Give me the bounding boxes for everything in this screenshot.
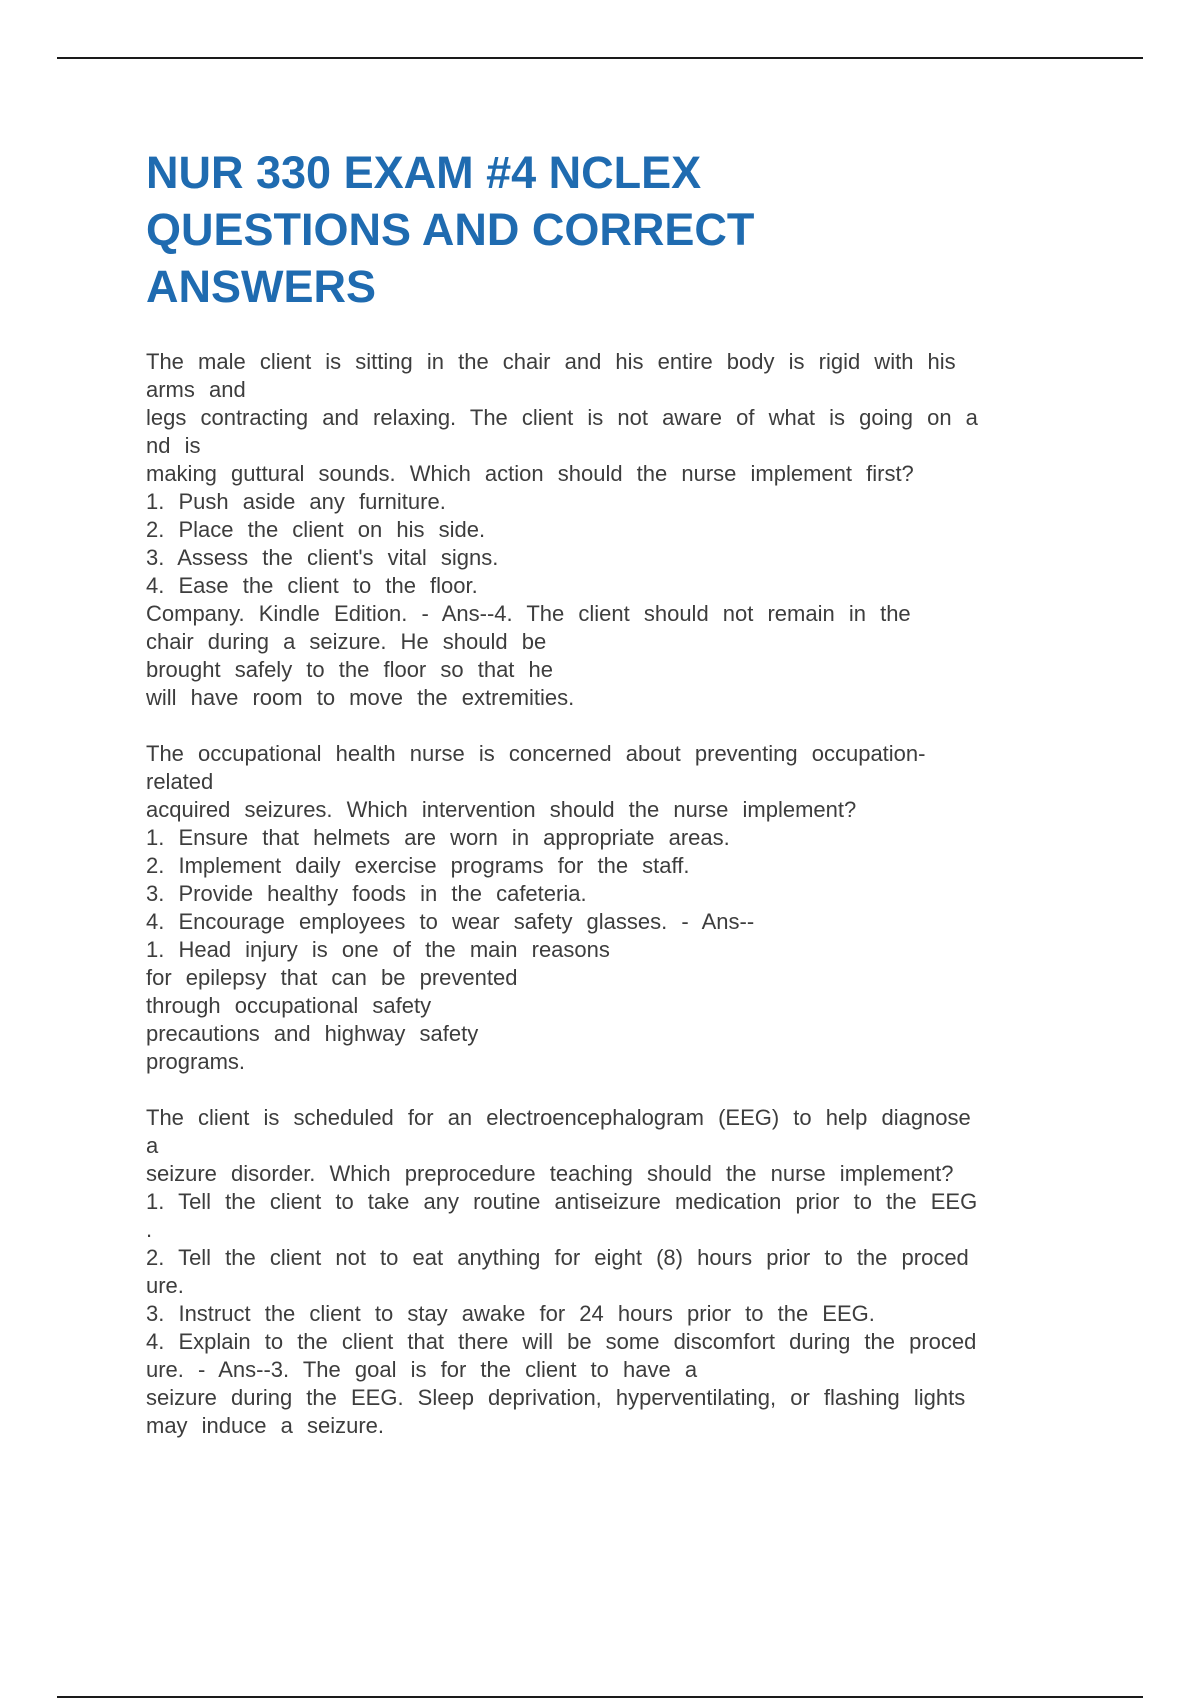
block-spacer xyxy=(146,1076,1086,1104)
answer-rationale: Company. Kindle Edition. - Ans--4. The client should not remain in the xyxy=(146,601,911,626)
text-line: acquired seizures. Which intervention should the nurse implement? xyxy=(146,797,857,822)
answer-option: 2. Implement daily exercise programs for the staff. xyxy=(146,853,690,878)
answer-option: 2. Tell the client not to eat anything for eight (8) hours prior to the proced xyxy=(146,1245,969,1270)
answer-option: 3. Provide healthy foods in the cafeteria. xyxy=(146,881,587,906)
answer-rationale: 1. Head injury is one of the main reasons xyxy=(146,937,610,962)
text-line: related xyxy=(146,769,214,794)
answer-rationale: ure. - Ans--3. The goal is for the client to have a xyxy=(146,1357,698,1382)
top-rule xyxy=(57,57,1143,59)
answer-option: . xyxy=(146,1217,153,1242)
title-line: NUR 330 EXAM #4 NCLEX xyxy=(146,147,702,198)
text-line: The client is scheduled for an electroencephalogram (EEG) to help diagnose xyxy=(146,1105,971,1130)
question-block-2 xyxy=(146,740,1086,1076)
title-line: QUESTIONS AND CORRECT xyxy=(146,204,755,255)
answer-option: 3. Assess the client's vital signs. xyxy=(146,545,499,570)
text-line: The male client is sitting in the chair and his entire body is rigid with his xyxy=(146,349,956,374)
answer-option: 3. Instruct the client to stay awake for 24 hours prior to the EEG. xyxy=(146,1301,875,1326)
answer-option: 4. Ease the client to the floor. xyxy=(146,573,478,598)
page-content xyxy=(146,144,1086,1440)
answer-option: 2. Place the client on his side. xyxy=(146,517,486,542)
question-block-3 xyxy=(146,1104,1086,1440)
text-line: a xyxy=(146,1133,159,1158)
answer-option: 1. Push aside any furniture. xyxy=(146,489,446,514)
text-line: nd is xyxy=(146,433,201,458)
answer-rationale: for epilepsy that can be prevented xyxy=(146,965,518,990)
text-line: legs contracting and relaxing. The client is not aware of what is going on a xyxy=(146,405,978,430)
answer-option: ure. xyxy=(146,1273,184,1298)
answer-option: 4. Encourage employees to wear safety glasses. - Ans-- xyxy=(146,909,755,934)
question-block-1 xyxy=(146,348,1086,712)
document-title xyxy=(146,144,1086,315)
answer-option: 1. Ensure that helmets are worn in appropriate areas. xyxy=(146,825,730,850)
answer-option: 4. Explain to the client that there will be some discomfort during the proced xyxy=(146,1329,977,1354)
answer-rationale: through occupational safety xyxy=(146,993,432,1018)
answer-rationale: will have room to move the extremities. xyxy=(146,685,575,710)
title-line: ANSWERS xyxy=(146,261,377,312)
answer-rationale: programs. xyxy=(146,1049,246,1074)
answer-rationale: brought safely to the floor so that he xyxy=(146,657,554,682)
text-line: The occupational health nurse is concerned about preventing occupation- xyxy=(146,741,926,766)
answer-rationale: may induce a seizure. xyxy=(146,1413,384,1438)
block-spacer xyxy=(146,712,1086,740)
answer-rationale: precautions and highway safety xyxy=(146,1021,479,1046)
text-line: seizure disorder. Which preprocedure teaching should the nurse implement? xyxy=(146,1161,954,1186)
bottom-rule xyxy=(57,1696,1143,1698)
text-line: arms and xyxy=(146,377,246,402)
answer-rationale: chair during a seizure. He should be xyxy=(146,629,547,654)
text-line: making guttural sounds. Which action should the nurse implement first? xyxy=(146,461,914,486)
answer-rationale: seizure during the EEG. Sleep deprivation, hyperventilating, or flashing lights xyxy=(146,1385,966,1410)
answer-option: 1. Tell the client to take any routine antiseizure medication prior to the EEG xyxy=(146,1189,978,1214)
